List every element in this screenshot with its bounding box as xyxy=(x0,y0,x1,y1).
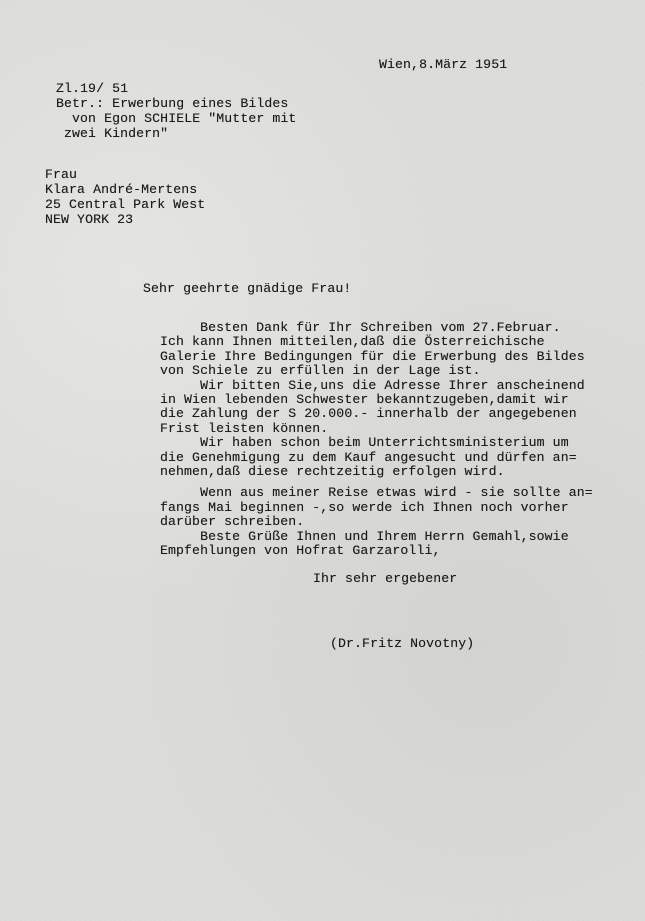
letter-date: Wien,8.März 1951 xyxy=(379,57,508,72)
body-line: die Zahlung der S 20.000.- innerhalb der angegebenen xyxy=(160,406,577,422)
letter-body xyxy=(160,321,593,559)
subject-line: von Egon SCHIELE "Mutter mit xyxy=(56,111,297,126)
body-line: fangs Mai beginnen -,so werde ich Ihnen noch vorher xyxy=(160,499,569,515)
body-line: in Wien lebenden Schwester bekanntzugeben,damit wir xyxy=(160,392,569,408)
body-line: die Genehmigung zu dem Kauf angesucht und dürfen an= xyxy=(160,449,577,465)
body-line: darüber schreiben. xyxy=(160,514,305,530)
body-line: nehmen,daß diese rechtzeitig erfolgen wird. xyxy=(160,464,505,480)
subject-line: Betr.: Erwerbung eines Bildes xyxy=(56,96,289,111)
body-line: Wir bitten Sie,uns die Adresse Ihrer anscheinend xyxy=(160,377,585,393)
body-line: Wir haben schon beim Unterrichtsministerium um xyxy=(160,435,569,451)
recipient-address xyxy=(45,167,205,227)
recipient-line: 25 Central Park West xyxy=(45,197,206,212)
body-line: Frist leisten können. xyxy=(160,420,329,436)
body-line: Besten Dank für Ihr Schreiben vom 27.Februar. xyxy=(160,320,561,335)
reference-number: Zl.19/ 51 xyxy=(56,81,129,96)
recipient-line: NEW YORK 23 xyxy=(45,212,134,227)
body-line: Wenn aus meiner Reise etwas wird - sie sollte an= xyxy=(160,485,593,501)
closing: Ihr sehr ergebener xyxy=(313,571,458,586)
body-line: Galerie Ihre Bedingungen für die Erwerbung des Bildes xyxy=(160,348,585,364)
salutation: Sehr geehrte gnädige Frau! xyxy=(143,281,352,296)
reference-block xyxy=(56,81,296,141)
body-line: Ich kann Ihnen mitteilen,daß die Österreichische xyxy=(160,334,545,350)
recipient-line: Frau xyxy=(45,167,78,182)
signature: (Dr.Fritz Novotny) xyxy=(330,636,475,651)
body-line: von Schiele zu erfüllen in der Lage ist. xyxy=(160,363,481,379)
recipient-line: Klara André-Mertens xyxy=(45,182,198,197)
subject-line: zwei Kindern" xyxy=(56,126,169,141)
body-line: Empfehlungen von Hofrat Garzarolli, xyxy=(160,543,441,559)
body-line: Beste Grüße Ihnen und Ihrem Herrn Gemahl,sowie xyxy=(160,528,569,544)
